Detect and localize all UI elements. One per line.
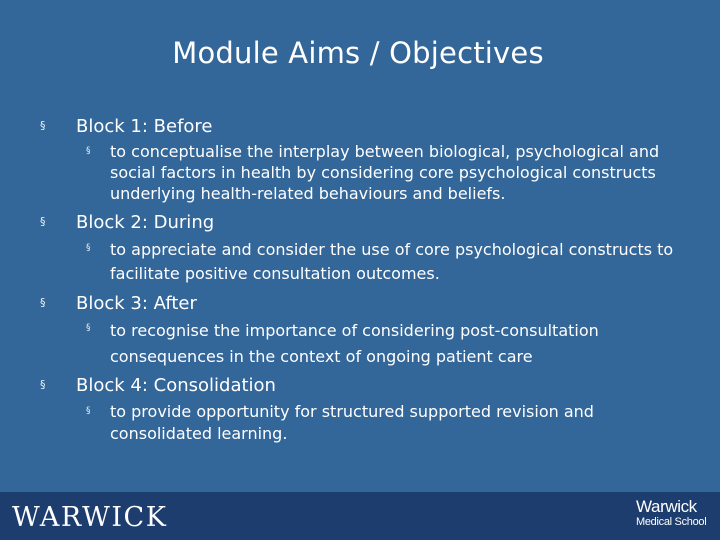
- block-1-heading: Block 1: Before: [76, 116, 213, 137]
- bullet-icon: §: [40, 378, 46, 391]
- block-3-heading: Block 3: After: [76, 293, 197, 314]
- bullet-icon: §: [40, 296, 46, 309]
- sub-bullet-icon: §: [86, 406, 91, 416]
- wms-logo-line1: Warwick: [636, 497, 697, 516]
- bullet-icon: §: [40, 119, 46, 132]
- warwick-logo: WARWICK: [12, 502, 168, 533]
- slide-title: Module Aims / Objectives: [172, 36, 544, 70]
- footer-bar: [0, 492, 720, 540]
- sub-bullet-icon: §: [86, 146, 91, 156]
- block-4-heading: Block 4: Consolidation: [76, 375, 276, 396]
- sub-bullet-icon: §: [86, 243, 91, 253]
- block-1-detail: to conceptualise the interplay between biological, psychological and social factors in health by considering core psychological constructs underlying health-related behaviours and beliefs.: [110, 142, 660, 203]
- block-4-detail: to provide opportunity for structured supported revision and consolidated learning.: [110, 402, 594, 443]
- bullet-icon: §: [40, 215, 46, 228]
- wms-logo-line2: Medical School: [636, 516, 707, 528]
- block-2-heading: Block 2: During: [76, 212, 215, 233]
- sub-bullet-icon: §: [86, 323, 91, 333]
- warwick-medical-school-logo: [636, 498, 708, 529]
- block-3-detail: to recognise the importance of considering post-consultation consequences in the context of ongoing patient care: [110, 321, 599, 366]
- block-2-detail: to appreciate and consider the use of core psychological constructs to facilitate positive consultation outcomes.: [110, 240, 674, 283]
